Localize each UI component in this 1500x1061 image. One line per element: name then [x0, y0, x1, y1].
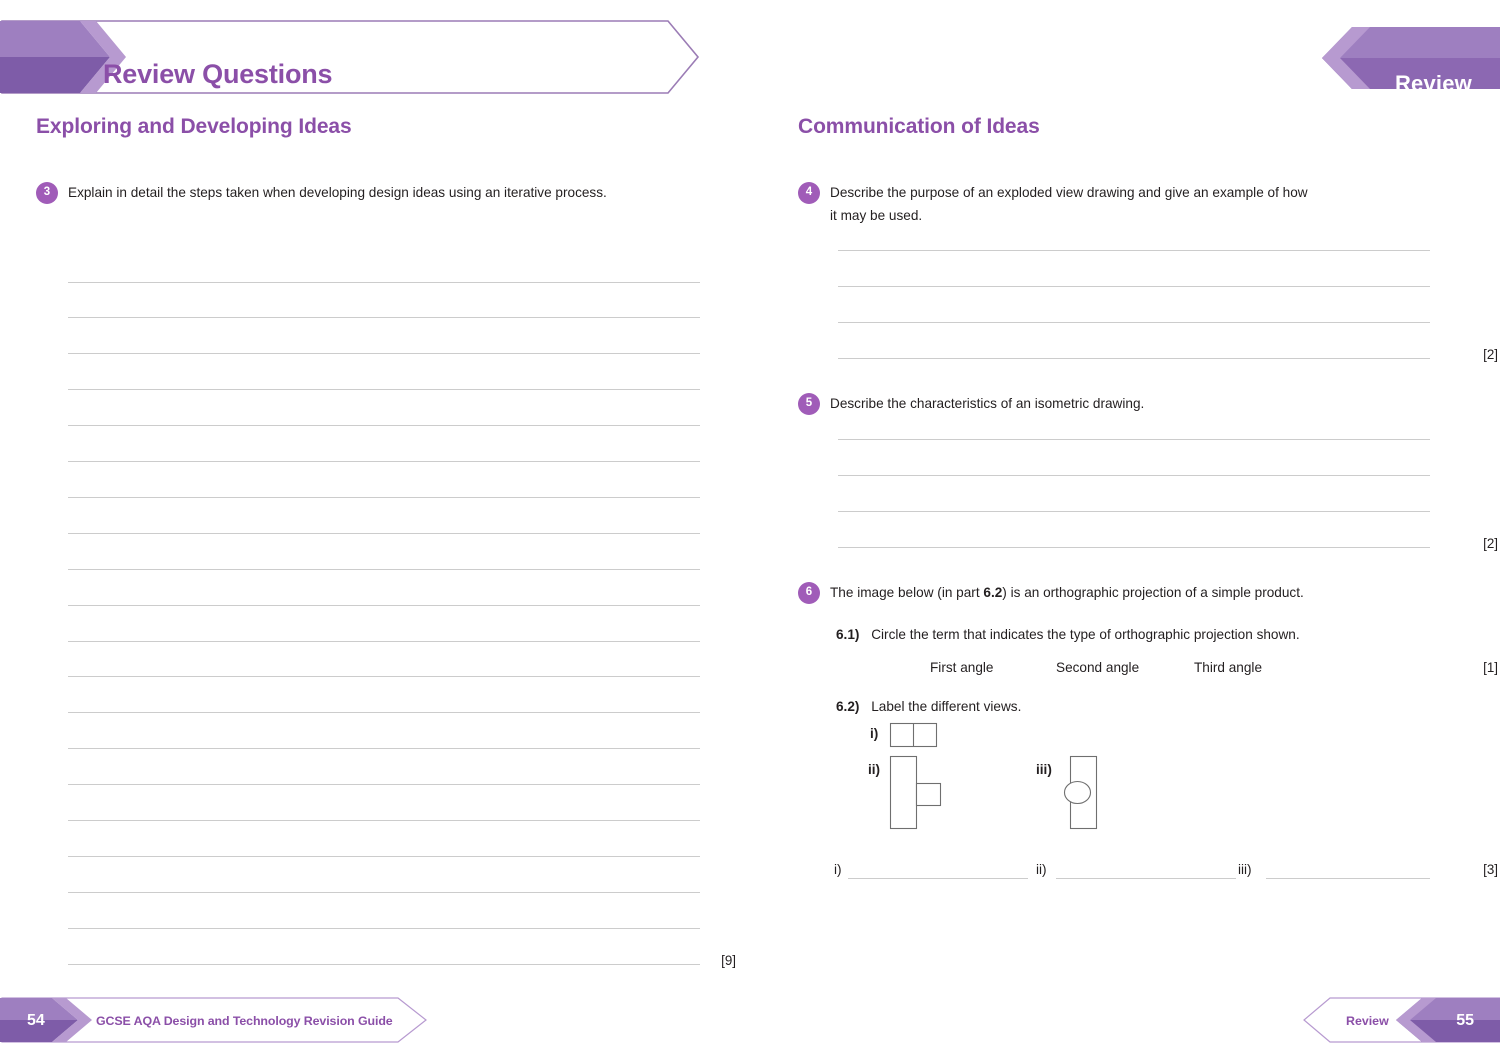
right-section-heading: Communication of Ideas [798, 115, 1040, 138]
answer-line[interactable] [838, 322, 1430, 323]
answer-label-ii: ii) [1036, 862, 1047, 877]
answer-line[interactable] [68, 353, 700, 354]
answer-line[interactable] [68, 964, 700, 965]
question-4-text-line-2: it may be used. [830, 207, 923, 223]
question-5 [798, 393, 1470, 416]
question-4-text [830, 182, 1470, 227]
subquestion-6-2 [836, 696, 1021, 718]
answer-line[interactable] [68, 712, 700, 713]
footer-guide-title: GCSE AQA Design and Technology Revision Guide [96, 1014, 393, 1028]
question-6-subquestions [798, 604, 1498, 934]
ortho-view-label-ii: ii) [868, 762, 881, 777]
answer-line[interactable] [68, 820, 700, 821]
question-6-number: 6 [798, 582, 820, 604]
answer-line[interactable] [68, 497, 700, 498]
answer-line[interactable] [68, 928, 700, 929]
answer-line[interactable] [68, 892, 700, 893]
answer-line[interactable] [68, 533, 700, 534]
ortho-ii-protrusion-rect [917, 784, 941, 806]
right-column [798, 115, 1498, 934]
subquestion-6-1-number: 6.1) [836, 627, 860, 642]
answer-line[interactable] [68, 605, 700, 606]
answer-line[interactable] [838, 250, 1430, 251]
question-3 [36, 182, 708, 205]
question-4-answer-lines [798, 227, 1498, 362]
option-third-angle[interactable]: Third angle [1194, 660, 1263, 675]
answer-line[interactable] [68, 282, 700, 283]
footer-right [1300, 996, 1500, 1044]
answer-line[interactable] [838, 439, 1430, 440]
answer-line[interactable] [68, 856, 700, 857]
left-section-heading: Exploring and Developing Ideas [36, 115, 352, 138]
ortho-ii-main-rect [891, 757, 917, 829]
footer-left [0, 996, 430, 1044]
question-5-number: 5 [798, 393, 820, 415]
ortho-view-ii-drawing [890, 756, 950, 832]
answer-line[interactable] [68, 641, 700, 642]
question-6-text-suffix: ) is an orthographic projection of a simple product. [1002, 584, 1304, 600]
ortho-view-i-drawing [890, 723, 942, 751]
answer-line[interactable] [838, 475, 1430, 476]
ortho-view-label-iii: iii) [1036, 762, 1052, 777]
answer-line[interactable] [68, 569, 700, 570]
page-header-banner [0, 19, 700, 95]
answer-line[interactable] [1056, 878, 1236, 879]
question-4-text-line-1: Describe the purpose of an exploded view drawing and give an example of how [830, 185, 1308, 200]
answer-label-iii: iii) [1238, 862, 1252, 877]
question-6-text-bold: 6.2 [983, 584, 1003, 600]
answer-line[interactable] [848, 878, 1028, 879]
subquestion-6-2-number: 6.2) [836, 699, 860, 714]
answer-line[interactable] [68, 425, 700, 426]
answer-line[interactable] [838, 511, 1430, 512]
option-second-angle[interactable]: Second angle [1056, 660, 1140, 675]
footer-page-number-left: 54 [27, 1012, 45, 1029]
answer-line[interactable] [68, 784, 700, 785]
answer-line[interactable] [68, 317, 700, 318]
option-first-angle[interactable]: First angle [930, 660, 994, 675]
subquestion-6-2-mark: [3] [1483, 862, 1498, 877]
answer-label-i: i) [834, 862, 842, 877]
answer-line[interactable] [838, 547, 1430, 548]
page-title: Review Questions [103, 59, 333, 89]
footer-section-label: Review [1346, 1014, 1389, 1028]
subquestion-6-1-mark: [1] [1483, 660, 1498, 675]
question-6-text-prefix: The image below (in part [830, 584, 984, 600]
question-5-text: Describe the characteristics of an isometric drawing. [830, 396, 1145, 411]
review-section-tab [1320, 27, 1500, 96]
left-column [36, 115, 736, 968]
question-3-answer-lines [36, 205, 736, 968]
footer-page-number-right: 55 [1456, 1012, 1474, 1029]
answer-line[interactable] [838, 358, 1430, 359]
ortho-iii-circle [1065, 782, 1091, 804]
subquestion-6-1-text: Circle the term that indicates the type of orthographic projection shown. [871, 627, 1300, 642]
question-3-number: 3 [36, 182, 58, 204]
subquestion-6-2-text: Label the different views. [871, 699, 1022, 714]
question-4-mark: [2] [1483, 347, 1498, 362]
question-6 [798, 582, 1470, 605]
answer-line[interactable] [68, 389, 700, 390]
answer-line[interactable] [838, 286, 1430, 287]
answer-line[interactable] [68, 461, 700, 462]
answer-line[interactable] [1266, 878, 1430, 879]
answer-line[interactable] [68, 748, 700, 749]
question-5-mark: [2] [1483, 535, 1498, 551]
review-tab-label: Review [1394, 71, 1472, 96]
question-3-text: Explain in detail the steps taken when developing design ideas using an iterative process. [68, 185, 607, 200]
subquestion-6-1 [836, 624, 1300, 646]
answer-line[interactable] [68, 676, 700, 677]
ortho-view-label-i: i) [870, 726, 879, 741]
question-6-text [830, 582, 1470, 605]
question-5-answer-lines [798, 416, 1498, 551]
ortho-view-iii-drawing [1064, 756, 1114, 832]
question-4-number: 4 [798, 182, 820, 204]
question-4 [798, 182, 1470, 227]
question-3-mark: [9] [721, 952, 736, 968]
